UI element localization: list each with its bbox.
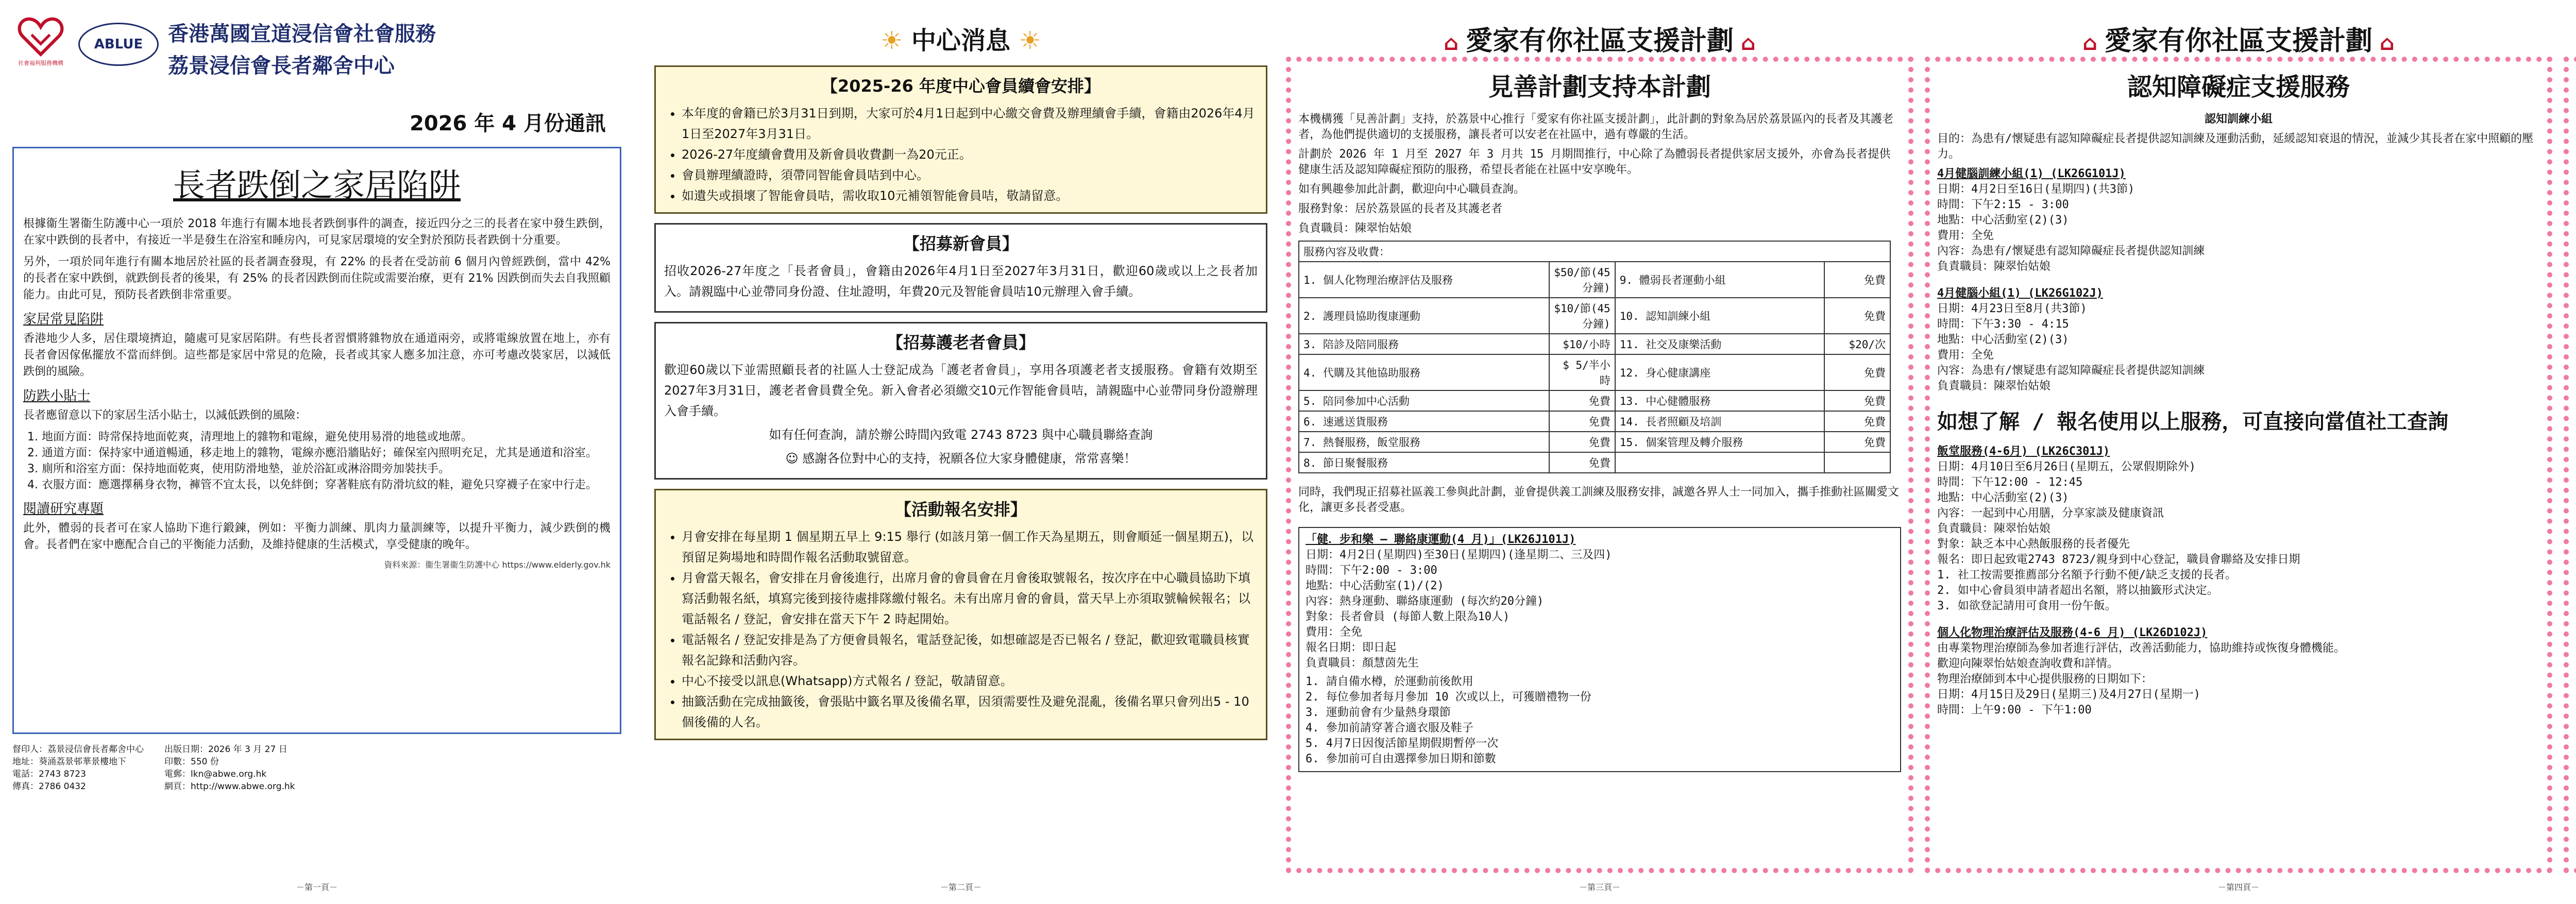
footer-line: 出版日期：2026 年 3 月 27 日 xyxy=(164,744,287,755)
org-logo xyxy=(12,15,69,77)
house-icon: ⌂ xyxy=(2082,31,2097,55)
article-para: 此外，體弱的長者可在家人協助下進行鍛鍊，例如：平衡力訓練、肌肉力量訓練等，以提升平衡力，減少跌倒的機會。長者們在家中應配合自己的平衡能力活動，及維持健康的生活模式，享受健康的晚年。 xyxy=(23,522,611,551)
recruit-carer-box xyxy=(654,322,1267,480)
program-title: 飯堂服務(4-6月) (LK26C301J) xyxy=(1937,445,2110,458)
note-text: 同時，我們現正招募社區義工參與此計劃，並會提供義工訓練及服務安排，誠邀各界人士一同加入，攜手推動社區關愛文化，讓更多長者受惠。 xyxy=(1298,486,1900,514)
article-source: 資料來源：衞生署衞生防護中心 https://www.elderly.gov.hk xyxy=(384,560,611,570)
table-row: 5. 陪同參加中心活動 免費 13. 中心健體服務 免費 xyxy=(1299,390,1890,411)
footer-line: 地址：葵涌荔景邨華景樓地下 xyxy=(12,757,126,767)
section-title: 認知障礙症支援服務 xyxy=(2127,73,2350,101)
intro-text: 本機構獲「見善計劃」支持，於荔景中心推行「愛家有你社區支援計劃」，此計劃的對象為居於荔景區內的長者及其護老者，為他們提供適切的支援服務，讓長者可以安老在社區中，過有尊嚴的生活。 xyxy=(1298,113,1894,141)
program-block: 4月健腦小組(1) (LK26G102J) 日期：4月23日至8月(共3節) 時間：下午3:30 - 4:15 地點：中心活動室(2)(3) 費用：全免 內容：為患有/懷疑患有認知障礙症長者提供認知訓練 負責職員：陳翠怡姑娘 xyxy=(1937,286,2540,394)
page-title xyxy=(654,21,1267,56)
house-icon: ⌂ xyxy=(1444,31,1459,55)
banner xyxy=(1298,25,1901,58)
program-title: 個人化物理治療評估及服務(4-6 月) (LK26D102J) xyxy=(1937,626,2208,639)
table-row: 8. 節日聚餐服務 免費 xyxy=(1299,452,1890,473)
article-para: 香港地少人多，居住環境擠迫，隨處可見家居陷阱。有些長者習慣將雜物放在通道兩旁，或將電線放置在地上，亦有長者會因傢俬擺放不當而絆倒。這些都是家居中常見的危險，長者或其家人應多加注意，亦可考慮改裝家居，以減低跌倒的風險。 xyxy=(23,332,611,378)
page-title-text: 中心消息 xyxy=(911,26,1010,55)
org-caption: 社會福利服務機構 xyxy=(18,60,63,66)
newsletter-header xyxy=(12,15,621,93)
sun-icon: ☀ xyxy=(1019,26,1041,55)
page-4 xyxy=(1922,0,2555,904)
tip-item: 4. 衣服方面：應選擇稱身衣物，褲管不宜太長，以免絆倒；穿著鞋底有防滑坑紋的鞋，避免只穿襪子在家中行走。 xyxy=(42,477,611,493)
table-header: 服務內容及收費： xyxy=(1299,241,1890,262)
box-item: • 2026-27年度續會費用及新會員收費劃一為20元正。 xyxy=(682,144,1258,165)
box-title: 【招募護老者會員】 xyxy=(886,333,1035,352)
sun-icon: ☀ xyxy=(880,26,903,55)
page-number: －第四頁－ xyxy=(2217,882,2259,892)
tip-item: 1. 地面方面：時常保持地面乾爽，清理地上的雜物和電線，避免使用易滑的地毯或地蓆。 xyxy=(42,429,611,445)
enquiry-headline: 如想了解 / 報名使用以上服務，可直接向當值社工查詢 xyxy=(1937,410,2449,434)
article-subheading: 防跌小貼士 xyxy=(23,388,91,404)
footer-line: 督印人：荔景浸信會長者鄰舍中心 xyxy=(12,744,144,755)
page-5 xyxy=(2561,0,2576,904)
table-row: 4. 代購及其他協助服務 $ 5/半小時 12. 身心健康講座 免費 xyxy=(1299,354,1890,390)
article-subheading: 閱讀研究專題 xyxy=(23,501,104,517)
abwe-logo: ABLUE xyxy=(78,23,159,66)
box-item: • 本年度的會籍已於3月31日到期，大家可於4月1日起到中心繳交會費及辦理續會手續，會籍由2026年4月1日至2027年3月31日。 xyxy=(682,103,1258,144)
intro-text: 如有興趣參加此計劃，歡迎向中心職員查詢。 xyxy=(1298,183,1526,196)
box-item: • 電話報名 / 登記安排是為了方便會員報名，電話登記後，如想確認是否已報名 / 登記，歡迎致電職員核實報名記錄和活動內容。 xyxy=(682,629,1258,671)
renewal-box xyxy=(654,65,1267,214)
banner-text: 愛家有你社區支援計劃 xyxy=(2104,26,2372,57)
footer-line: 電郵：lkn@abwe.org.hk xyxy=(164,769,267,779)
banner xyxy=(1937,25,2540,58)
publication-footer xyxy=(12,743,621,793)
program-block: 個人化物理治療評估及服務(4-6 月) (LK26D102J) 由專業物理治療師為參加者進行評估，改善活動能力，協助維持或恢復身體機能。 歡迎向陳翠怡姑娘查詢收費和詳情。 物理治療師到本中心提供服務的日期如下： 日期：4月15日及29日(星期三)及4月27日(星期一) 時間：上午9:00 - 下午1:00 xyxy=(1937,625,2540,718)
page-1 xyxy=(0,0,634,904)
program-block: 飯堂服務(4-6月) (LK26C301J) 日期：4月10日至6月26日(星期五，公眾假期除外) 時間：下午12:00 - 12:45 地點：中心活動室(2)(3) 內容：一起到中心用膳，分享家談及健康資訊 負責職員：陳翠怡姑娘 對象：缺乏本中心熱飯服務的長者優先 報名：即日起致電2743 8723/親身到中心登記，職員會聯絡及安排日期 1. 社工按需要推薦部分名額予行動不便/缺乏支援的長者。 2. 如中心會員須申請者超出名額，將以抽籤形式決定。 3. 如欲登記請用可食用一份午飯。 xyxy=(1937,444,2540,614)
tips-list xyxy=(23,429,611,493)
page-number: －第二頁－ xyxy=(940,882,981,892)
issue-title: 2026 年 4 月份通訊 xyxy=(410,112,606,135)
footer-line: 電話：2743 8723 xyxy=(12,769,86,779)
box-thanks-text: 感謝各位對中心的支持，祝願各位大家身體健康，常常喜樂！ xyxy=(802,451,1137,466)
page-number: －第三頁－ xyxy=(1579,882,1620,892)
box-item: • 會員辦理續證時，須帶同智能會員咭到中心。 xyxy=(682,165,1258,185)
footer-line: 傳真：2786 0432 xyxy=(12,781,86,792)
box-item: • 月會當天報名，會安排在月會後進行，出席月會的會員會在月會後取號報名，按次序在中心職員協助下填寫活動報名紙，填寫完後到接待處排隊繳付報名。未有出席月會的會員，當天早上亦須取號輪候報名；以電話報名 / 登記，會安排在當天下午 2 時起開始。 xyxy=(682,568,1258,629)
smile-icon: ☺ xyxy=(785,451,799,466)
box-thanks xyxy=(664,448,1258,469)
article-para: 另外，一項於同年進行有關本地居於社區的長者調查發現，有 22% 的長者在受訪前 6 個月內曾經跌倒，當中 42% 的長者在家中跌倒，就跌倒長者的後果，有 25% 的長者因跌倒而住院或需要治療，更有 21% 因跌倒而失去自我照顧能力。由此可見，預防長者跌倒非常重要。 xyxy=(23,255,611,301)
page-2 xyxy=(644,0,1278,904)
box-item: • 月會安排在每星期 1 個星期五早上 9:15 舉行 (如該月第一個工作天為星期五，則會順延一個星期五)，以預留足夠場地和時間作報名活動取號留意。 xyxy=(682,526,1258,568)
table-row: 3. 陪診及陪同服務 $10/小時 11. 社交及康樂活動 $20/次 xyxy=(1299,334,1890,354)
aim-text: 目的：為患有/懷疑患有認知障礙症長者提供認知訓練及運動活動，延緩認知衰退的情況，並減少其長者在家中照顧的壓力。 xyxy=(1937,132,2534,161)
box-item: • 中心不接受以訊息(Whatsapp)方式報名 / 登記，敬請留意。 xyxy=(682,671,1258,691)
page-3 xyxy=(1283,0,1917,904)
box-item: • 抽籤活動在完成抽籤後，會張貼中籤名單及後備名單，因須需要性及避免混亂，後備名單只會列出5 - 10 個後備的人名。 xyxy=(682,691,1258,732)
house-icon: ⌂ xyxy=(1741,31,1756,55)
section-title: 見善計劃支持本計劃 xyxy=(1488,73,1711,101)
box-title: 【招募新會員】 xyxy=(903,234,1019,253)
heart-logo-icon xyxy=(18,15,64,57)
service-table xyxy=(1298,241,1891,473)
recruit-member-box xyxy=(654,223,1267,313)
center-label: 認知訓練小組 xyxy=(2204,113,2273,126)
intro-text: 計劃於 2026 年 1 月至 2027 年 3 月共 15 月期間推行，中心除了為體弱長者提供家居支援外，亦會為長者提供健康生活及認知障礙症預防的服務，希望長者能在社區中安享晚年。 xyxy=(1298,148,1891,176)
box-item: • 如遺失或損壞了智能會員咭，需收取10元補領智能會員咭，敬請留意。 xyxy=(682,185,1258,206)
tips-intro: 長者應留意以下的家居生活小貼士，以減低跌倒的風險： xyxy=(23,409,307,422)
program-block: 4月健腦訓練小組(1) (LK26G101J) 日期：4月2日至16日(星期四)(共3節) 時間：下午2:15 - 3:00 地點：中心活動室(2)(3) 費用：全免 內容：為患有/懷疑患有認知障礙症長者提供認知訓練 負責職員：陳翠怡姑娘 xyxy=(1937,166,2540,275)
footer-line: 印數：550 份 xyxy=(164,757,219,767)
feature-article xyxy=(12,147,621,734)
box-text: 歡迎60歲以下並需照顧長者的社區人士登記成為「護老者會員」，享用各項護老者支援服務。會籍有效期至2027年3月31日，護老者會員費全免。新入會者必須繳交10元作智能會員咭，請親臨中心並帶同身份證辦理入會手續。 xyxy=(664,363,1258,418)
table-row: 7. 熱餐服務，飯堂服務 免費 15. 個案管理及轉介服務 免費 xyxy=(1299,432,1890,452)
page-number: －第一頁－ xyxy=(296,882,337,892)
program-title: 4月健腦小組(1) (LK26G102J) xyxy=(1937,287,2103,300)
article-title: 長者跌倒之家居陷阱 xyxy=(173,166,461,204)
house-icon: ⌂ xyxy=(2380,31,2395,55)
program-title: 4月健腦訓練小組(1) (LK26G101J) xyxy=(1937,167,2126,180)
footer-link[interactable]: 網頁：http://www.abwe.org.hk xyxy=(164,781,295,792)
table-row: 1. 個人化物理治療評估及服務 $50/節(45分鐘) 9. 體弱長者運動小組 免費 xyxy=(1299,262,1890,298)
tip-item: 3. 廁所和浴室方面：保持地面乾爽，使用防滑地墊，並於浴缸或淋浴間旁加裝扶手。 xyxy=(42,461,611,477)
intro-text: 負責職員：陳翠怡姑娘 xyxy=(1298,222,1412,235)
program-title: 「健．步和樂 – 聯絡康運動(4 月)」(LK26J101J) xyxy=(1306,533,1576,546)
table-row: 6. 速遞送貨服務 免費 14. 長者照顧及培訓 免費 xyxy=(1299,411,1890,432)
dotted-border xyxy=(2564,57,2576,873)
box-title: 【活動報名安排】 xyxy=(894,500,1027,519)
article-para: 根據衞生署衞生防護中心一項於 2018 年進行有關本地長者跌倒事件的調查，接近四分之三的長者在家中發生跌倒，在家中跌倒的長者中，有接近一半是發生在浴室和睡房內，可見家居環境的安全對於預防長者跌倒十分重要。 xyxy=(23,217,611,247)
banner-text: 愛家有你社區支援計劃 xyxy=(1465,26,1734,57)
box-contact: 如有任何查詢，請於辦公時間內致電 2743 8723 與中心職員聯絡查詢 xyxy=(769,428,1153,442)
tip-item: 2. 通道方面：保持家中通道暢通，移走地上的雜物，電線亦應沿牆貼好；確保室內照明充足，尤其是通道和浴室。 xyxy=(42,445,611,461)
org-name-2: 荔景浸信會長者鄰舍中心 xyxy=(168,54,395,78)
box-text: 招收2026-27年度之「長者會員」，會籍由2026年4月1日至2027年3月31日，歡迎60歲或以上之長者加入。請親臨中心並帶同身份證、住址證明，年費20元及智能會員咭10元辦理入會手續。 xyxy=(664,264,1258,299)
intro-text: 服務對象：居於荔景區的長者及其護老者 xyxy=(1298,202,1503,215)
box-title: 【2025-26 年度中心會員續會安排】 xyxy=(821,76,1101,96)
program-block: 「健．步和樂 – 聯絡康運動(4 月)」(LK26J101J) 日期：4月2日(星期四)至30日(星期四)(逢星期二、三及四) 時間：下午2:00 - 3:00 地點：中心活動室(1)/(2) 內容：熱身運動、聯絡康運動 (每次約20分鐘) 對象：長者會員 (每節人數上限為10人) 費用：全免 報名日期：即日起 負責職員：顏慧茵先生 1. 請自備水樽，於運動前後飲用 2. 每位參加者每月參加 10 次或以上，可獲贈禮物一份 3. 運動前會有少量熱身環節 4. 參加前請穿著合適衣服及鞋子 5. 4月7日因復活節星期假期暫停一次 6. 參加前可自由選擇參加日期和節數 xyxy=(1298,527,1901,772)
article-subheading: 家居常見陷阱 xyxy=(23,312,104,327)
table-row: 2. 護理員協助復康運動 $10/節(45分鐘) 10. 認知訓練小組 免費 xyxy=(1299,298,1890,334)
org-name-1: 香港萬國宣道浸信會社會服務 xyxy=(168,22,436,46)
registration-box xyxy=(654,489,1267,740)
